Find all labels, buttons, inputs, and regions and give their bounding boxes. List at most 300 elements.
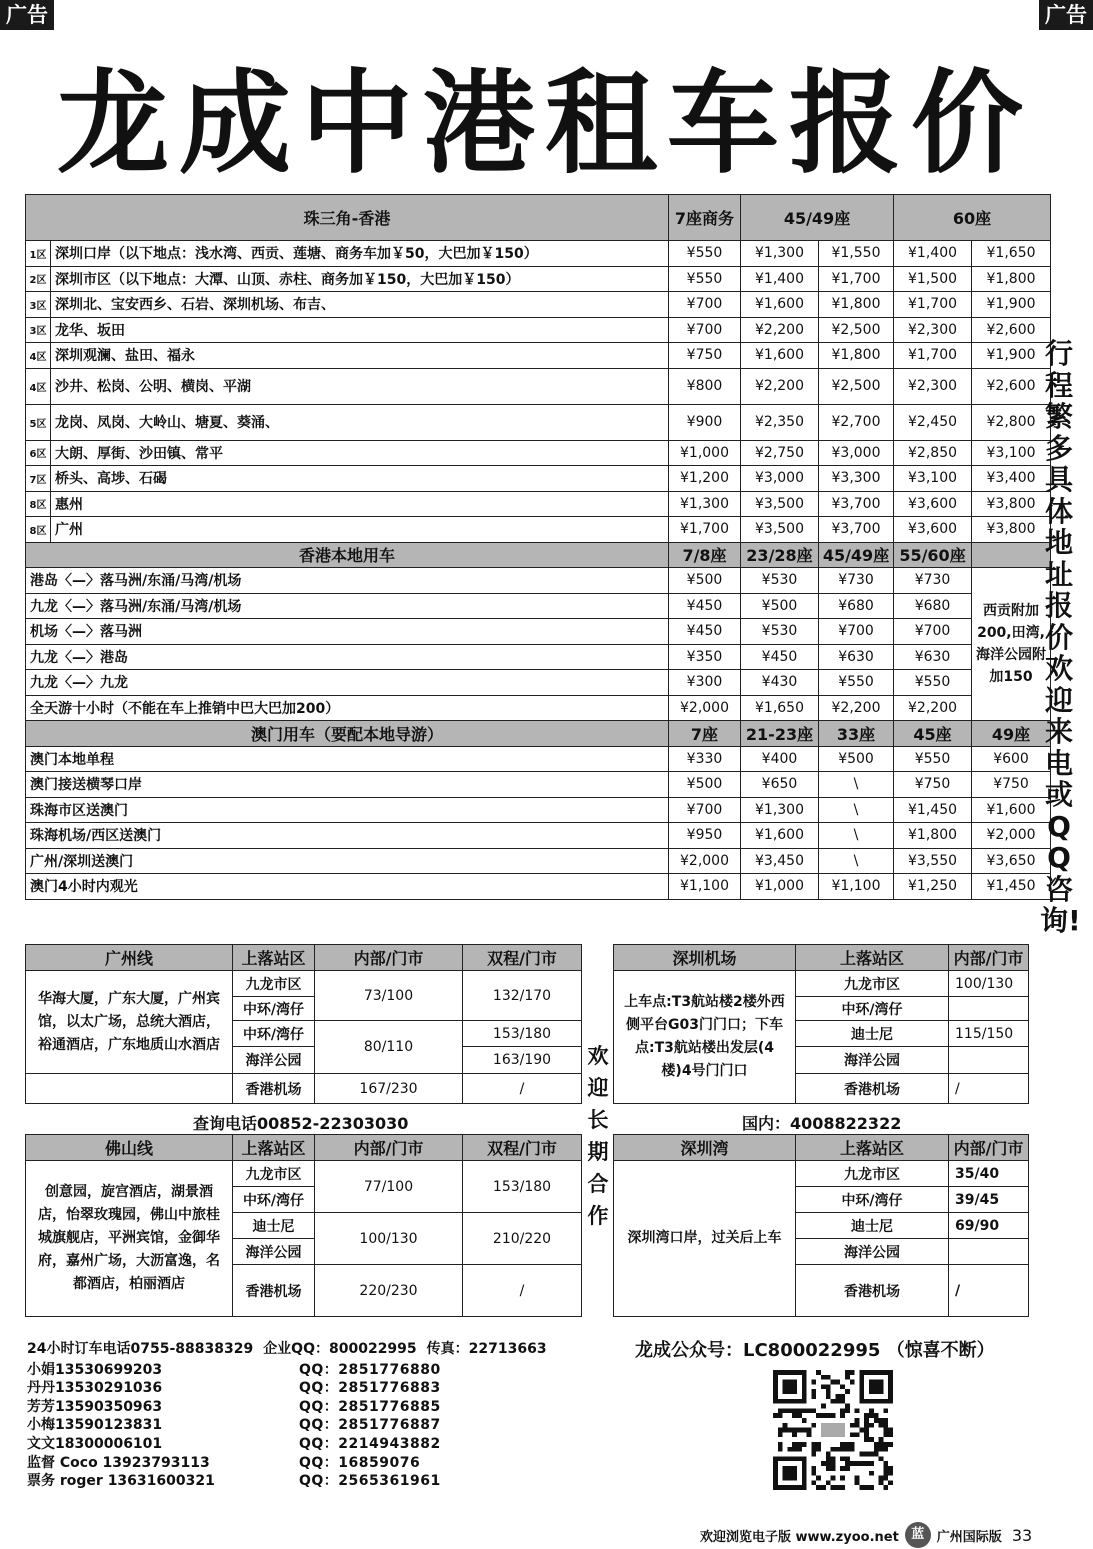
macau-price: \ — [819, 848, 894, 874]
macau-price: ¥1,300 — [741, 797, 819, 823]
zone-label: 3区 — [26, 292, 51, 318]
szw-station: 海洋公园 — [796, 1239, 949, 1265]
zone-price: ¥3,100 — [894, 466, 972, 492]
macau-price: \ — [819, 772, 894, 798]
macau-header-row — [26, 721, 1051, 747]
ad-label-left: 广告 — [0, 0, 54, 30]
hk-price: ¥730 — [819, 568, 894, 594]
side-slogan-char: 体 — [1044, 494, 1073, 528]
side-slogan-char: 欢 — [1044, 652, 1073, 685]
foshan-line-table — [25, 1134, 582, 1317]
szw-pickup-points: 深圳湾口岸，过关后上车 — [614, 1161, 796, 1317]
macau-col-header: 7座 — [669, 721, 741, 747]
macau-price: ¥2,000 — [669, 848, 741, 874]
zone-label: 2区 — [26, 266, 51, 292]
contact-phone: 票务 roger 13631600321 — [27, 1473, 215, 1490]
hk-price: ¥2,000 — [669, 695, 741, 721]
sz-airport-price — [949, 997, 1029, 1021]
sz-airport-pickup-points: 上车点:T3航站楼2楼外西侧平台G03门门口；下车点:T3航站楼出发层(4楼)4号门门口 — [614, 971, 796, 1104]
zone-price: ¥3,500 — [741, 517, 819, 543]
wechat-public-account: 龙成公众号：LC800022995 （惊喜不断） — [635, 1340, 995, 1361]
fs-price: 220/230 — [315, 1265, 463, 1317]
hotline: 24小时订车电话0755-88838329 — [27, 1341, 254, 1357]
zone-price: ¥2,600 — [972, 317, 1051, 343]
contact-qq: QQ：2851776885 — [299, 1398, 441, 1415]
macau-route: 澳门接送横琴口岸 — [26, 772, 669, 798]
zone-places: 广州 — [51, 517, 669, 543]
welcome-slogan — [584, 1040, 612, 1232]
macau-price: ¥1,250 — [894, 874, 972, 900]
side-slogan-char: 询! — [1040, 904, 1081, 937]
gz-price: 167/230 — [315, 1074, 463, 1104]
contact-qq: QQ：2851776883 — [299, 1380, 441, 1397]
szw-price — [949, 1239, 1029, 1265]
welcome-char: 合 — [587, 1172, 609, 1196]
zone-label: 1区 — [26, 241, 51, 267]
zone-places: 惠州 — [51, 491, 669, 517]
zone-price: ¥3,100 — [972, 440, 1051, 466]
zone-price: ¥1,700 — [894, 343, 972, 369]
guangzhou-line-table — [25, 944, 582, 1104]
contact-row — [27, 1379, 557, 1398]
fax: 传真：22713663 — [426, 1341, 547, 1357]
page-title: 龙成中港租车报价 — [57, 59, 1033, 189]
zone-price: ¥550 — [669, 266, 741, 292]
zone-price: ¥1,600 — [741, 343, 819, 369]
hk-price: ¥2,200 — [894, 695, 972, 721]
footer-text: 欢迎浏览电子版 www.zyoo.net — [700, 1529, 899, 1545]
zone-price: ¥1,500 — [894, 266, 972, 292]
price-table — [25, 194, 1051, 900]
macau-row — [26, 874, 1051, 900]
contact-phone: 监督 Coco 13923793113 — [27, 1454, 210, 1471]
side-slogan-char: 行 — [1044, 337, 1073, 370]
macau-row — [26, 772, 1051, 798]
page-footer — [700, 1522, 1032, 1548]
hk-row — [26, 644, 1051, 670]
zone-places: 深圳观澜、盐田、福永 — [51, 343, 669, 369]
side-slogan-char: 址 — [1044, 557, 1073, 591]
contact-row — [27, 1435, 557, 1454]
zone-price: ¥1,200 — [669, 466, 741, 492]
macau-row — [26, 797, 1051, 823]
zone-price: ¥3,700 — [819, 517, 894, 543]
macau-price: ¥1,450 — [972, 874, 1051, 900]
contact-list — [27, 1340, 557, 1491]
side-slogan-char: Q — [1047, 809, 1071, 843]
macau-route: 澳门4小时内观光 — [26, 874, 669, 900]
company-qq: 企业QQ：800022995 — [263, 1341, 417, 1357]
welcome-char: 迎 — [587, 1076, 609, 1100]
hk-surcharge-note: 西贡附加200,田湾,海洋公园附加150 — [972, 568, 1051, 721]
zone-row — [26, 343, 1051, 369]
zone-label: 8区 — [26, 517, 51, 543]
zone-label: 4区 — [26, 368, 51, 404]
macau-price: ¥750 — [972, 772, 1051, 798]
sz-airport-station: 海洋公园 — [796, 1047, 949, 1074]
footer-edition: 广州国际版 — [936, 1529, 1002, 1545]
welcome-char: 长 — [587, 1108, 609, 1132]
zone-price: ¥3,800 — [972, 517, 1051, 543]
sz-airport-station: 中环/湾仔 — [796, 997, 949, 1021]
hk-price: ¥700 — [894, 619, 972, 645]
zone-price: ¥1,900 — [972, 292, 1051, 318]
zone-price: ¥2,700 — [819, 404, 894, 440]
zone-places: 大朗、厚街、沙田镇、常平 — [51, 440, 669, 466]
zone-price: ¥2,500 — [819, 368, 894, 404]
zone-price: ¥1,700 — [669, 517, 741, 543]
szw-internal-header: 内部/门市 — [949, 1135, 1029, 1161]
side-slogan-char: 繁 — [1044, 400, 1073, 433]
col-header-7seat: 7座商务 — [669, 195, 741, 241]
macau-route: 珠海机场/西区送澳门 — [26, 823, 669, 849]
fs-station-header: 上落站区 — [233, 1135, 315, 1161]
welcome-char: 作 — [587, 1204, 609, 1228]
side-slogan-char: 价 — [1044, 620, 1073, 654]
zone-price: ¥2,600 — [972, 368, 1051, 404]
macau-price: ¥500 — [669, 772, 741, 798]
zone-places: 桥头、高埗、石碣 — [51, 466, 669, 492]
zone-price: ¥1,000 — [669, 440, 741, 466]
szw-price: 69/90 — [949, 1213, 1029, 1239]
macau-row — [26, 848, 1051, 874]
zone-price: ¥2,850 — [894, 440, 972, 466]
zone-price: ¥700 — [669, 317, 741, 343]
zone-row — [26, 317, 1051, 343]
hk-price: ¥550 — [894, 670, 972, 696]
szw-price: 39/45 — [949, 1187, 1029, 1213]
zone-row — [26, 517, 1051, 543]
hk-col-header: 23/28座 — [741, 542, 819, 568]
macau-price: ¥500 — [819, 746, 894, 772]
hk-route: 全天游十小时（不能在车上推销中巴大巴加200） — [26, 695, 669, 721]
hk-price: ¥530 — [741, 568, 819, 594]
macau-price: ¥950 — [669, 823, 741, 849]
gz-station: 中环/湾仔 — [233, 1021, 315, 1047]
hk-route: 港岛〈—〉落马洲/东涌/马湾/机场 — [26, 568, 669, 594]
side-slogan-char: 咨 — [1044, 872, 1073, 906]
zone-price: ¥700 — [669, 292, 741, 318]
zone-price: ¥2,800 — [972, 404, 1051, 440]
zone-places: 沙井、松岗、公明、横岗、平湖 — [51, 368, 669, 404]
macau-col-header: 21-23座 — [741, 721, 819, 747]
hk-price: ¥730 — [894, 568, 972, 594]
hk-price: ¥300 — [669, 670, 741, 696]
hk-route: 九龙〈—〉九龙 — [26, 670, 669, 696]
contact-phone: 文文18300006101 — [27, 1435, 163, 1452]
hk-col-header: 45/49座 — [819, 542, 894, 568]
zone-price: ¥1,550 — [819, 241, 894, 267]
contact-row — [27, 1472, 557, 1491]
contact-qq: QQ：16859076 — [299, 1454, 421, 1471]
gz-price: 132/170 — [463, 971, 582, 1021]
fs-price: 77/100 — [315, 1161, 463, 1213]
macau-price: ¥3,650 — [972, 848, 1051, 874]
hk-price: ¥430 — [741, 670, 819, 696]
hk-price: ¥680 — [894, 593, 972, 619]
szw-station: 中环/湾仔 — [796, 1187, 949, 1213]
zone-price: ¥2,350 — [741, 404, 819, 440]
side-slogan-char: 来 — [1044, 715, 1073, 748]
macau-row — [26, 746, 1051, 772]
macau-price: ¥700 — [669, 797, 741, 823]
zone-price: ¥3,000 — [819, 440, 894, 466]
zone-price: ¥1,400 — [894, 241, 972, 267]
zone-price: ¥2,450 — [894, 404, 972, 440]
col-header-60: 60座 — [894, 195, 1051, 241]
hk-price: ¥450 — [669, 619, 741, 645]
hk-price: ¥530 — [741, 619, 819, 645]
side-slogan-char: 多 — [1044, 431, 1073, 465]
zone-price: ¥2,500 — [819, 317, 894, 343]
szw-station: 迪士尼 — [796, 1213, 949, 1239]
hk-price: ¥700 — [819, 619, 894, 645]
macau-price: ¥330 — [669, 746, 741, 772]
fs-station: 中环/湾仔 — [233, 1187, 315, 1213]
zone-price: ¥3,600 — [894, 491, 972, 517]
gz-internal-header: 内部/门市 — [315, 945, 463, 971]
fs-station: 迪士尼 — [233, 1213, 315, 1239]
zone-row — [26, 440, 1051, 466]
main-header-row — [26, 195, 1051, 241]
side-slogan — [1040, 337, 1081, 937]
szw-station: 九龙市区 — [796, 1161, 949, 1187]
hk-price: ¥2,200 — [819, 695, 894, 721]
zone-label: 6区 — [26, 440, 51, 466]
macau-price: \ — [819, 823, 894, 849]
macau-col-header: 33座 — [819, 721, 894, 747]
side-slogan-char: Q — [1047, 841, 1071, 874]
macau-price: ¥400 — [741, 746, 819, 772]
shenzhen-airport-table — [613, 944, 1029, 1104]
hk-price: ¥680 — [819, 593, 894, 619]
macau-route: 广州/深圳送澳门 — [26, 848, 669, 874]
zone-row — [26, 466, 1051, 492]
hk-price: ¥350 — [669, 644, 741, 670]
sz-airport-station: 迪士尼 — [796, 1021, 949, 1047]
side-slogan-char: 迎 — [1044, 683, 1073, 717]
zone-price: ¥550 — [669, 241, 741, 267]
side-slogan-char: 程 — [1044, 368, 1073, 402]
zone-price: ¥1,650 — [972, 241, 1051, 267]
contact-qq: QQ：2214943882 — [299, 1435, 441, 1452]
contact-row — [27, 1361, 557, 1380]
fs-pickup-points: 创意园，旋宫酒店，湖景酒店，怡翠玫瑰园，佛山中旅桂城旗舰店，平洲宾馆，金御华府，嘉州广场，大沥富逸，名都酒店，柏丽酒店 — [26, 1161, 233, 1317]
publisher-logo-icon: 蓝 — [905, 1522, 931, 1548]
macau-price: ¥2,000 — [972, 823, 1051, 849]
fs-price: / — [463, 1265, 582, 1317]
szw-station-header: 上落站区 — [796, 1135, 949, 1161]
zone-label: 5区 — [26, 404, 51, 440]
hk-row — [26, 568, 1051, 594]
side-slogan-char: 报 — [1044, 589, 1073, 622]
zone-price: ¥1,400 — [741, 266, 819, 292]
zone-places: 深圳市区（以下地点：大潭、山顶、赤柱、商务加￥150，大巴加￥150） — [51, 266, 669, 292]
zone-row — [26, 368, 1051, 404]
sz-airport-price — [949, 1047, 1029, 1074]
hk-route: 九龙〈—〉港岛 — [26, 644, 669, 670]
macau-price: ¥1,800 — [894, 823, 972, 849]
gz-station: 九龙市区 — [233, 971, 315, 997]
zone-price: ¥1,800 — [819, 292, 894, 318]
ad-label-right: 广告 — [1039, 0, 1093, 30]
hk-price: ¥500 — [741, 593, 819, 619]
zone-price: ¥3,400 — [972, 466, 1051, 492]
zone-places: 深圳口岸（以下地点：浅水湾、西贡、莲塘、商务车加￥50，大巴加￥150） — [51, 241, 669, 267]
col-header-45-49: 45/49座 — [741, 195, 894, 241]
side-slogan-char: 具 — [1044, 463, 1073, 496]
zone-places: 深圳北、宝安西乡、石岩、深圳机场、布吉、 — [51, 292, 669, 318]
macau-section-title: 澳门用车（要配本地导游） — [26, 721, 669, 747]
hk-price: ¥550 — [819, 670, 894, 696]
zone-label: 8区 — [26, 491, 51, 517]
szw-title: 深圳湾 — [614, 1135, 796, 1161]
szw-price: / — [949, 1265, 1029, 1317]
macau-price: \ — [819, 797, 894, 823]
zone-price: ¥900 — [669, 404, 741, 440]
hk-price: ¥630 — [819, 644, 894, 670]
macau-price: ¥750 — [894, 772, 972, 798]
hk-col-header: 55/60座 — [894, 542, 972, 568]
zone-row — [26, 266, 1051, 292]
contact-qq: QQ：2851776887 — [299, 1417, 441, 1434]
sz-airport-station: 九龙市区 — [796, 971, 949, 997]
hk-row — [26, 695, 1051, 721]
side-slogan-char: 或 — [1044, 778, 1073, 811]
fs-internal-header: 内部/门市 — [315, 1135, 463, 1161]
macau-price: ¥1,100 — [669, 874, 741, 900]
macau-price: ¥550 — [894, 746, 972, 772]
contact-qq: QQ：2565361961 — [299, 1473, 441, 1490]
zone-row — [26, 241, 1051, 267]
page-number: 33 — [1011, 1525, 1033, 1545]
fs-station: 九龙市区 — [233, 1161, 315, 1187]
hk-price: ¥500 — [669, 568, 741, 594]
fs-price: 210/220 — [463, 1213, 582, 1265]
gz-station: 海洋公园 — [233, 1047, 315, 1074]
gz-price: 80/110 — [315, 1021, 463, 1074]
zone-price: ¥3,000 — [741, 466, 819, 492]
contact-row — [27, 1398, 557, 1417]
szw-station: 香港机场 — [796, 1265, 949, 1317]
fs-station: 海洋公园 — [233, 1239, 315, 1265]
welcome-char: 期 — [587, 1140, 609, 1164]
macau-col-header: 45座 — [894, 721, 972, 747]
contact-qq: QQ：2851776880 — [299, 1361, 441, 1378]
route-header: 珠三角-香港 — [26, 195, 669, 241]
contact-phone: 芳芳13590350963 — [27, 1398, 163, 1415]
hk-price: ¥450 — [669, 593, 741, 619]
macau-price: ¥3,550 — [894, 848, 972, 874]
sz-airport-station-header: 上落站区 — [796, 945, 949, 971]
macau-price: ¥650 — [741, 772, 819, 798]
zone-price: ¥3,500 — [741, 491, 819, 517]
zone-price: ¥750 — [669, 343, 741, 369]
zone-price: ¥2,750 — [741, 440, 819, 466]
macau-price: ¥600 — [972, 746, 1051, 772]
fs-title: 佛山线 — [26, 1135, 233, 1161]
qr-code-icon — [773, 1370, 893, 1490]
gz-price: 153/180 — [463, 1021, 582, 1047]
hk-inquiry-phone: 查询电话00852-22303030 — [193, 1114, 409, 1133]
macau-price: ¥1,450 — [894, 797, 972, 823]
domestic-phone: 国内：4008822322 — [742, 1114, 902, 1133]
shenzhen-bay-table — [613, 1134, 1029, 1317]
hk-row — [26, 670, 1051, 696]
zone-row — [26, 491, 1051, 517]
macau-col-header: 49座 — [972, 721, 1051, 747]
gz-station: 香港机场 — [233, 1074, 315, 1104]
sz-airport-internal-header: 内部/门市 — [949, 945, 1029, 971]
hk-col-blank — [972, 542, 1051, 568]
contact-phone: 丹丹13530291036 — [27, 1380, 163, 1397]
contact-phone: 小娟13530699203 — [27, 1361, 163, 1378]
contact-phone: 小梅13590123831 — [27, 1417, 163, 1434]
macau-route: 珠海市区送澳门 — [26, 797, 669, 823]
gz-price: 163/190 — [463, 1047, 582, 1074]
zone-price: ¥1,600 — [741, 292, 819, 318]
zone-label: 7区 — [26, 466, 51, 492]
macau-price: ¥1,100 — [819, 874, 894, 900]
zone-price: ¥2,200 — [741, 317, 819, 343]
gz-station: 中环/湾仔 — [233, 997, 315, 1021]
hk-price: ¥630 — [894, 644, 972, 670]
contact-row — [27, 1454, 557, 1473]
zone-label: 3区 — [26, 317, 51, 343]
fs-station: 香港机场 — [233, 1265, 315, 1317]
zone-price: ¥800 — [669, 368, 741, 404]
gz-pickup-points: 华海大厦，广东大厦，广州宾馆，以太广场，总统大酒店，裕通酒店，广东地质山水酒店 — [26, 971, 233, 1074]
hk-price: ¥1,650 — [741, 695, 819, 721]
zone-price: ¥1,900 — [972, 343, 1051, 369]
side-slogan-char: 电 — [1044, 746, 1073, 780]
zone-price: ¥1,700 — [819, 266, 894, 292]
zone-price: ¥1,300 — [669, 491, 741, 517]
zone-price: ¥3,300 — [819, 466, 894, 492]
zone-price: ¥2,300 — [894, 317, 972, 343]
gz-round-header: 双程/门市 — [463, 945, 582, 971]
gz-price: 73/100 — [315, 971, 463, 1021]
macau-price: ¥1,600 — [741, 823, 819, 849]
sz-airport-title: 深圳机场 — [614, 945, 796, 971]
macau-price: ¥1,000 — [741, 874, 819, 900]
gz-station-header: 上落站区 — [233, 945, 315, 971]
hk-row — [26, 619, 1051, 645]
hk-col-header: 7/8座 — [669, 542, 741, 568]
zone-price: ¥1,800 — [819, 343, 894, 369]
hk-route: 机场〈—〉落马洲 — [26, 619, 669, 645]
sz-airport-price: / — [949, 1074, 1029, 1104]
zone-price: ¥3,700 — [819, 491, 894, 517]
sz-airport-price: 115/150 — [949, 1021, 1029, 1047]
zone-row — [26, 404, 1051, 440]
zone-places: 龙岗、凤岗、大岭山、塘夏、葵涌、 — [51, 404, 669, 440]
gz-price: / — [463, 1074, 582, 1104]
zone-price: ¥2,300 — [894, 368, 972, 404]
zone-price: ¥3,600 — [894, 517, 972, 543]
sz-airport-station: 香港机场 — [796, 1074, 949, 1104]
hk-row — [26, 593, 1051, 619]
side-slogan-char: 地 — [1044, 526, 1073, 559]
zone-price: ¥1,700 — [894, 292, 972, 318]
zone-price: ¥1,300 — [741, 241, 819, 267]
gz-title: 广州线 — [26, 945, 233, 971]
szw-price: 35/40 — [949, 1161, 1029, 1187]
zone-places: 龙华、坂田 — [51, 317, 669, 343]
welcome-char: 欢 — [587, 1044, 609, 1068]
zone-label: 4区 — [26, 343, 51, 369]
zone-price: ¥1,800 — [972, 266, 1051, 292]
